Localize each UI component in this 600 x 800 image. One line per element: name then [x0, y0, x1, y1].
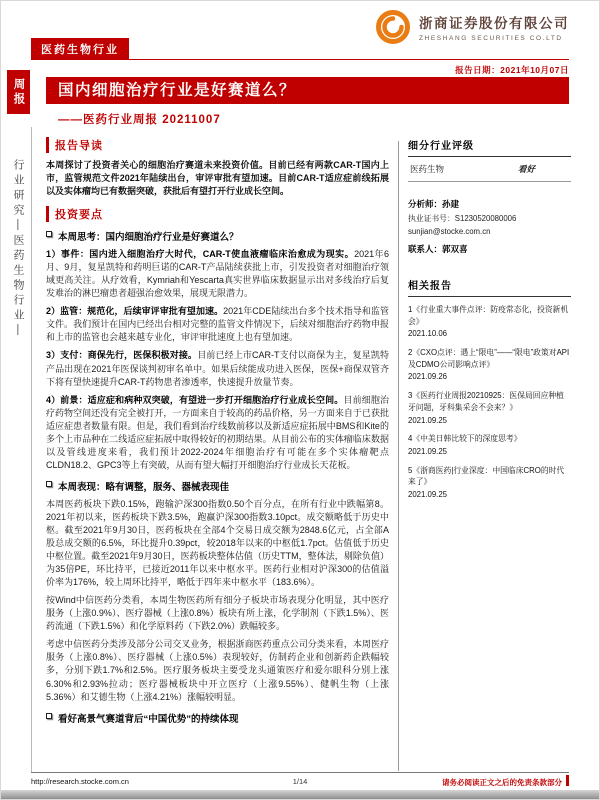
china-advantage-text: 看好高景气赛道背后“中国优势”的持续体现	[58, 713, 239, 725]
header-divider	[31, 59, 569, 60]
contact-name: 郭双喜	[442, 244, 468, 254]
related-report-item[interactable]	[408, 465, 571, 501]
point-1-paragraph	[46, 248, 389, 300]
analyst-line	[408, 198, 571, 210]
market-stats-paragraph: 本周医药板块下跌0.15%，跑输沪深300指数0.50个百分点，在所有行业中跌幅第8。2021年初以来，医药板块下跌3.5%，跑赢沪深300指数3.10pct。成交额略低于历史中枢。截至2021年9月30日，医药板块在全部4个交易日成交额为2848.6亿元，占全部A股总成交额的6.5%，环比提升0.39pct，较2018年以来的中枢低1.7pct。估值低于历史中枢位置。截至2021年9月30日，医药板块整体估值（历史TTM，整体法，剔除负值）为35倍PE，环比持平，已接近2011年以来中枢水平。医药行业相对沪深300的估值溢价率为176%，较上周环比持平，略低于四年来中枢水平（183.6%）。	[46, 498, 389, 588]
related-report-date: 2021.09.25	[408, 489, 448, 499]
related-report-item[interactable]	[408, 390, 571, 426]
weekly-performance-heading	[46, 479, 389, 493]
related-reports-heading: 相关报告	[408, 277, 571, 297]
point-4-body: 目前细胞治疗药物空间还没有完全被打开，一方面来自于较高的药品价格，另一方面来自于已获批适应症患者数量有限。但是，我们看到治疗线数前移以及新适应症拓展中BMS和Kite的多个上市品种在二线适应症拓展中取得较好的初期结果。从目前公布的实体瘤临床数据以及管线进度来看，我们预计2022-2024年细胞治疗有可能在多个实体瘤靶点CLDN18.2、GPC3等上有突破，从而有望大幅打开细胞治疗行业成长天花板。	[46, 394, 389, 470]
related-report-title: 1《行业重大事件点评：防疫常态化，投资新机会》	[408, 305, 569, 326]
report-subtitle: ——医药行业周报 20211007	[58, 114, 221, 126]
square-bullet-icon	[46, 713, 52, 719]
point-1-body: 2021年6月、9月，复星凯特和药明巨诺的CAR-T产品陆续获批上市，引发投资者对细胞治疗领域更高关注。从疗效看，Kymriah和Yescarta真实世界临床数据显示出对多线治疗后复发难治的淋巴瘤患者超强治愈效果，展现无限潜力。	[46, 249, 389, 299]
related-report-title: 2《CXO点评：遇上“限电”——“限电”政策对API及CDMO公司影响点评》	[408, 348, 570, 369]
industry-tag: 医药生物行业	[31, 38, 129, 60]
left-rail-line	[31, 127, 32, 772]
company-name-en: ZHESHANG SECURITIES CO.LTD	[419, 35, 563, 42]
related-report-title: 4《中美日韩比较下的深度思考》	[408, 434, 522, 444]
company-logo	[375, 9, 569, 45]
footer-divider	[31, 772, 569, 773]
sidebar	[408, 137, 571, 501]
weekly-report-tab: 周报	[7, 70, 30, 114]
related-report-item[interactable]	[408, 347, 571, 383]
point-4-lead: 4）前景：适应症和病种双突破，有望进一步打开细胞治疗行业成长空间。	[46, 394, 344, 405]
analyst-email[interactable]: sunjian@stocke.com.cn	[408, 227, 491, 236]
footer-red-mark	[566, 775, 569, 786]
rating-value: 看好	[517, 164, 535, 174]
point-3-body: 目前已经上市CAR-T支付以商保为主，复星凯特产品出现在2021年医保谈判初审名单中。如果后续能成功进入医保，医保+商保双管齐下将有望快速提升CAR-T药物患者渗透率，快速提升放量节奏。	[46, 350, 389, 387]
company-name-block	[419, 12, 569, 42]
related-report-title: 5《浙商医药|行业深度：中国临床CRO的时代来了》	[408, 465, 565, 487]
report-title: 国内细胞治疗行业是好赛道么？	[46, 77, 569, 104]
rating-row	[408, 157, 571, 182]
report-date: 报告日期：2021年10月07日	[455, 65, 569, 75]
point-2-lead: 2）监管：规范化，后续审评审批有望加速。	[46, 306, 224, 317]
cert-line	[408, 213, 571, 224]
point-3-paragraph	[46, 349, 389, 388]
point-3-lead: 3）支付：商保先行，医保积极对接。	[46, 350, 198, 361]
weekly-thought-text: 本周思考：国内细胞治疗行业是好赛道么？	[58, 232, 239, 244]
contact-label: 联系人：	[408, 244, 443, 254]
point-2-body: 2021年CDE陆续出台多个技术指导和监管文件。我们预计在国内已经出台相对完整的监管文件情况下，后续对细胞治疗药物申报和上市的监管也会越来越专业化，审评审批速度上也有望加速。	[46, 306, 389, 343]
page-number: 1/14	[292, 777, 308, 786]
research-site-link[interactable]: http://research.stocke.com.cn	[31, 777, 129, 786]
square-bullet-icon	[46, 481, 52, 487]
rating-section-heading: 细分行业评级	[408, 137, 571, 157]
cert-number: S1230520080006	[454, 214, 517, 223]
point-1-lead: 1）事件：国内进入细胞治疗大时代，CAR-T使血液瘤临床治愈成为现实。	[46, 249, 355, 260]
rating-industry: 医药生物	[410, 164, 445, 174]
lead-section-heading: 报告导读	[46, 137, 389, 153]
related-report-title: 3《医药行业周报20210925：医保局回应种植牙问题，牙科集采会不会来？》	[408, 391, 564, 412]
weekly-thought-heading	[46, 229, 389, 243]
cert-label: 执业证书号：	[408, 214, 455, 223]
wind-classification-paragraph: 按Wind中信医药分类看，本周生物医药所有细分子板块市场表现分化明显，其中医疗服务（上涨0.9%）、医疗器械（上涨0.8%）板块有所上涨，化学制剂（下跌1.5%）、医药流通（下跌1.5%）和化学原料药（下跌2.0%）跌幅较多。	[46, 595, 389, 632]
zheshang-swirl-icon	[375, 9, 411, 45]
point-2-paragraph	[46, 305, 389, 344]
main-content	[46, 135, 389, 730]
square-bullet-icon	[46, 231, 52, 237]
related-report-date: 2021.09.25	[408, 415, 448, 425]
related-report-item[interactable]	[408, 304, 571, 340]
related-report-item[interactable]	[408, 433, 571, 457]
page-bottom-edge	[1, 790, 599, 799]
keypoints-section-heading: 投资要点	[46, 206, 389, 222]
weekly-performance-text: 本周表现：略有调整，服务、器械表现佳	[58, 481, 230, 493]
related-report-date: 2021.09.26	[408, 372, 448, 382]
analyst-label: 分析师：	[408, 199, 443, 209]
related-report-date: 2021.09.25	[408, 446, 448, 456]
related-report-date: 2021.10.06	[408, 329, 448, 339]
lead-paragraph: 本周探讨了投资者关心的细胞治疗赛道未来投资价值。目前已经有两款CAR-T国内上市，监管规范文件2021年陆续出台，审评审批有望加速。目前CAR-T适应症前线拓展以及实体瘤均已有数据突破，获批后有望打开行业成长空间。	[46, 160, 389, 197]
column-divider	[398, 141, 399, 771]
point-4-paragraph	[46, 394, 389, 472]
analyst-block	[408, 198, 571, 255]
contact-line	[408, 243, 571, 255]
zheshang-classification-paragraph: 考虑中信医药分类涉及部分公司交叉业务，根据浙商医药重点公司分类来看，本周医疗服务（上涨0.8%）、医疗器械（上涨0.5%）表现较好，仿制药企业和创新药企跌幅较多，分别下跌1.7%和2.5%。医疗服务板块主要受龙头通策医疗和爱尔眼科分别上涨6.30%和2.93%拉动；医疗器械板块中开立医疗（上涨9.55%）、健帆生物（上涨5.36%）和艾德生物（上涨4.21%）涨幅较明显。	[46, 639, 389, 702]
company-name-cn: 浙商证券股份有限公司	[419, 16, 569, 31]
left-rail-vertical-text: 行业研究—医药生物行业—	[12, 159, 24, 339]
china-advantage-heading	[46, 711, 389, 725]
analyst-name: 孙建	[442, 199, 460, 209]
footer-disclaimer: 请务必阅读正文之后的免责条款部分	[442, 778, 562, 787]
